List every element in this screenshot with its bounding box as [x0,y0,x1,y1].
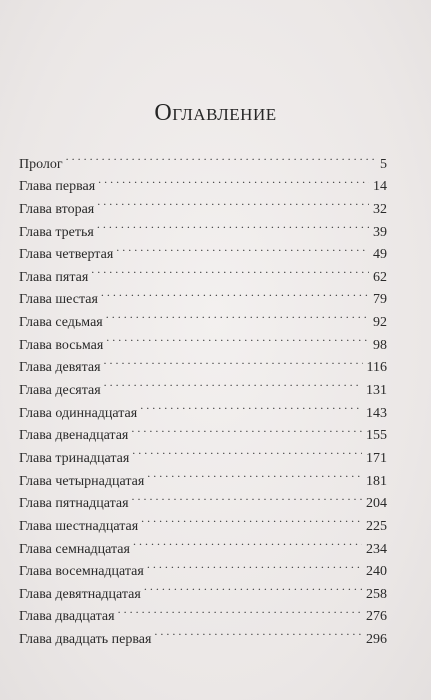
toc-list [19,145,387,648]
toc-entry-page: 92 [373,315,387,331]
toc-entry-title: Глава восемнадцатая [19,564,144,580]
toc-leader-dots [132,439,362,462]
toc-entry-page: 79 [373,292,387,308]
toc-leader-dots [118,598,362,621]
toc-leader-dots [147,553,362,576]
toc-entry-title: Глава четырнадцатая [19,473,145,489]
toc-entry-title: Глава семнадцатая [19,541,130,557]
toc-leader-dots [66,145,376,168]
toc-entry-title: Глава десятая [19,383,101,399]
toc-entry-page: 171 [366,450,387,466]
toc-entry-page: 131 [366,383,387,399]
toc-leader-dots [104,371,362,394]
toc-entry-title: Глава вторая [19,201,95,217]
toc-entry-page: 62 [373,269,387,285]
toc-leader-dots [97,190,369,213]
toc-entry-page: 49 [373,247,387,263]
toc-entry-title: Глава пятнадцатая [19,496,129,512]
toc-leader-dots [116,236,369,259]
toc-entry-title: Пролог [19,156,63,172]
toc-entry-page: 39 [373,224,387,240]
toc-entry [19,168,387,195]
toc-leader-dots [147,462,362,485]
toc-entry-page: 32 [373,201,387,217]
toc-entry-title: Глава шестая [19,292,98,308]
toc-leader-dots [101,281,369,304]
toc-entry-page: 240 [366,564,387,580]
toc-entry-title: Глава шестнадцатая [19,518,139,534]
toc-entry-page: 204 [366,496,387,512]
toc-entry-title: Глава третья [19,224,94,240]
toc-leader-dots [106,303,369,326]
toc-entry-page: 143 [366,405,387,421]
toc-leader-dots [131,417,362,440]
toc-leader-dots [91,258,369,281]
toc-leader-dots [132,485,362,508]
toc-entry-page: 14 [373,179,387,195]
toc-leader-dots [140,394,362,417]
toc-entry-page: 258 [366,586,387,602]
toc-entry [19,145,387,172]
toc-entry-title: Глава восьмая [19,337,104,353]
toc-entry-title: Глава пятая [19,269,89,285]
toc-entry-title: Глава девятнадцатая [19,586,141,602]
toc-entry-page: 155 [366,428,387,444]
toc-entry-page: 276 [366,609,387,625]
toc-entry-title: Глава тринадцатая [19,450,130,466]
toc-entry-page: 5 [380,156,387,172]
toc-entry-title: Глава седьмая [19,315,103,331]
toc-leader-dots [141,507,362,530]
toc-entry-title: Глава первая [19,179,96,195]
toc-heading: Оглавление [154,100,277,126]
toc-entry-title: Глава девятая [19,360,101,376]
toc-leader-dots [97,213,369,236]
toc-leader-dots [106,326,369,349]
toc-entry-title: Глава одиннадцатая [19,405,138,421]
toc-leader-dots [133,530,362,553]
toc-entry-title: Глава двенадцатая [19,428,129,444]
toc-entry-page: 225 [366,518,387,534]
toc-leader-dots [144,575,362,598]
toc-entry-title: Глава четвертая [19,247,114,263]
toc-entry-title: Глава двадцать первая [19,632,152,648]
toc-leader-dots [104,349,363,372]
toc-entry-page: 296 [366,632,387,648]
toc-entry-page: 181 [366,473,387,489]
toc-entry-title: Глава двадцатая [19,609,115,625]
toc-entry-page: 234 [366,541,387,557]
toc-entry-page: 116 [366,360,387,376]
toc-leader-dots [98,168,369,191]
toc-entry-page: 98 [373,337,387,353]
toc-leader-dots [154,620,362,643]
